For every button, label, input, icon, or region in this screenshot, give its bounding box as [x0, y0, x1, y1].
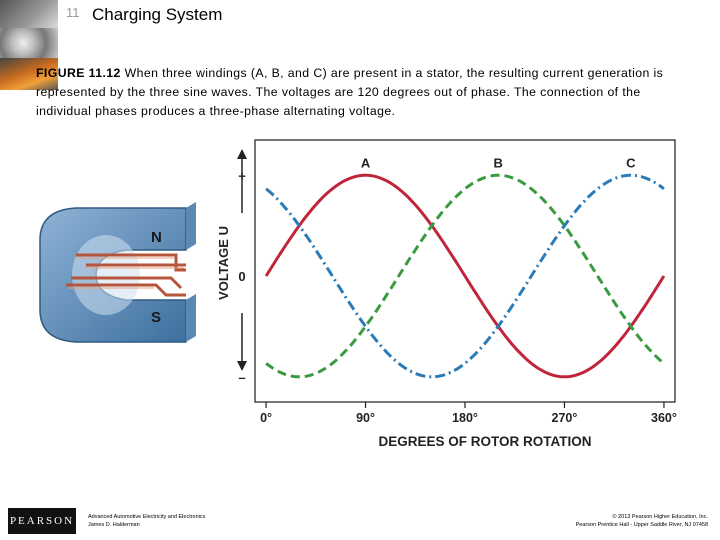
- north-pole-label: N: [151, 229, 162, 246]
- engine-photo-thumb: [0, 0, 58, 28]
- pearson-logo: PEARSON: [8, 508, 76, 534]
- publisher-line: Pearson Prentice Hall - Upper Saddle River, NJ 07458: [575, 522, 708, 528]
- x-tick-label: 90°: [356, 411, 375, 425]
- labels-layer: [361, 155, 636, 170]
- figure-label: FIGURE 11.12: [36, 66, 121, 80]
- y-tick-label: 0: [238, 269, 246, 285]
- series-label-a: A: [360, 155, 371, 171]
- x-tick-label: 0°: [260, 411, 273, 425]
- south-pole-label: S: [151, 309, 162, 326]
- book-author: James D. Halderman: [88, 522, 140, 528]
- wheel-photo-thumb: [0, 28, 58, 58]
- footer-book-info: [88, 513, 205, 529]
- stator-illustration: [36, 200, 196, 350]
- series-label-c: C: [626, 155, 636, 171]
- y-axis: [216, 149, 247, 385]
- figure-caption-text: When three windings (A, B, and C) are present in a stator, the resulting current generation is represented by the three sine waves. The voltages are 120 degrees out of phase. The connection of the individual phases produces a three-phase alternating voltage.: [36, 66, 664, 118]
- copyright-line: © 2013 Pearson Higher Education, Inc.: [612, 514, 708, 520]
- rotor-gap: [72, 235, 140, 315]
- chapter-number: 11: [66, 5, 80, 20]
- y-tick-label: +: [238, 168, 246, 184]
- y-tick-label: –: [238, 369, 246, 385]
- figure-caption: [36, 64, 696, 121]
- x-axis: [260, 402, 677, 425]
- series-label-b: B: [493, 155, 503, 171]
- x-axis-label: DEGREES OF ROTOR ROTATION: [378, 434, 592, 449]
- series-layer: [266, 175, 664, 376]
- x-tick-label: 270°: [551, 411, 578, 425]
- y-arrowhead-up: [237, 149, 247, 159]
- magnet-edge-bottom: [186, 294, 196, 342]
- footer-copyright: [576, 513, 708, 529]
- series-line-a: [266, 175, 664, 376]
- x-tick-label: 180°: [452, 411, 478, 425]
- x-tick-label: 360°: [651, 411, 677, 425]
- plot-frame: [255, 140, 675, 402]
- magnet-edge-top: [186, 202, 196, 250]
- three-phase-chart: [210, 135, 690, 455]
- y-axis-label: VOLTAGE U: [216, 226, 231, 300]
- book-title: Advanced Automotive Electricity and Electronics: [88, 514, 206, 520]
- slide-title: Charging System: [92, 5, 223, 24]
